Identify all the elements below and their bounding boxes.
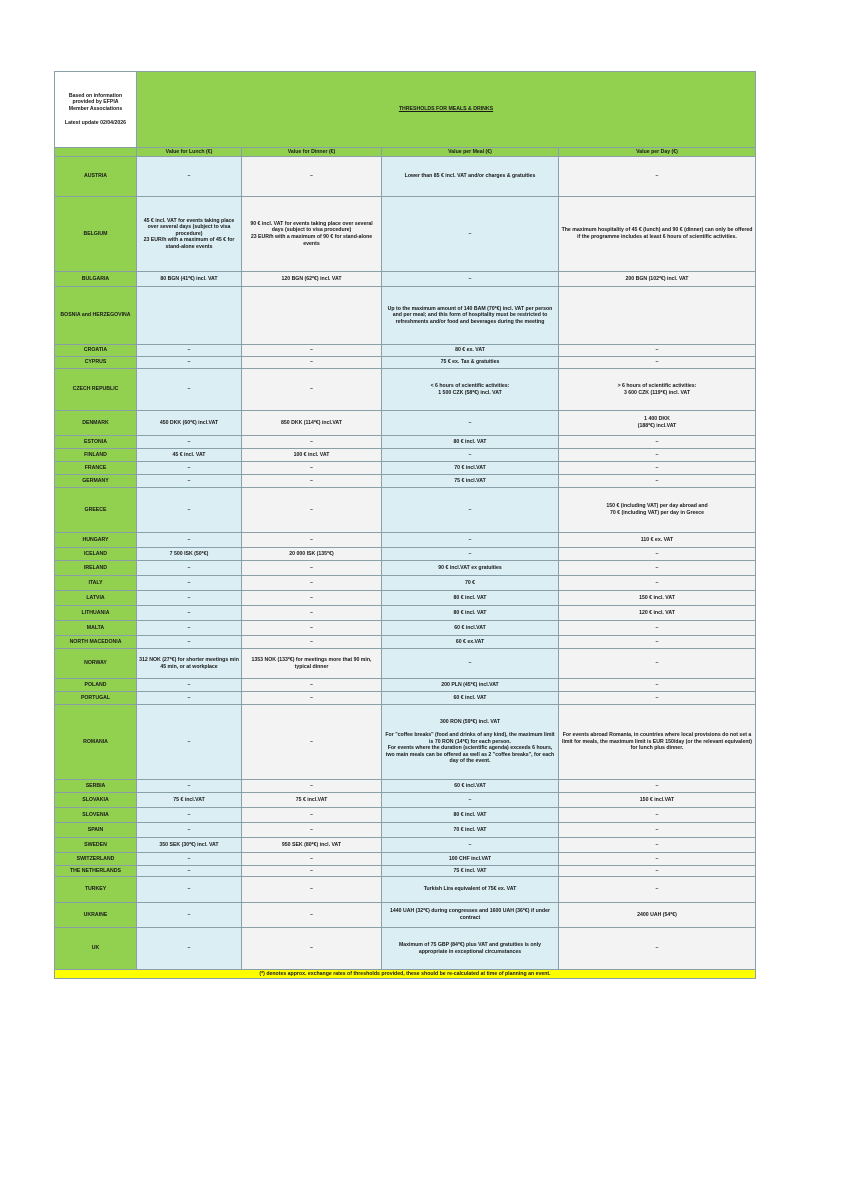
day-cell: – (559, 780, 756, 793)
dinner-cell: – (242, 903, 382, 928)
day-cell: The maximum hospitality of 45 € (lunch) and 90 € (dinner) can only be offered if the programme includes at least 6 hours of scientific activities. (559, 197, 756, 272)
table-row (55, 649, 756, 679)
meal-cell: 60 € incl.VAT (382, 621, 559, 636)
meal-cell: – (382, 548, 559, 561)
country-cell: LITHUANIA (55, 606, 137, 621)
table-row (55, 903, 756, 928)
day-cell: – (559, 449, 756, 462)
day-cell: 200 BGN (102*€) incl. VAT (559, 272, 756, 287)
day-cell: – (559, 649, 756, 679)
dinner-cell: – (242, 866, 382, 877)
table-row (55, 561, 756, 576)
column-header-dinner: Value for Dinner (€) (242, 148, 382, 157)
country-cell: CYPRUS (55, 357, 137, 369)
dinner-cell: – (242, 679, 382, 692)
country-cell: SLOVENIA (55, 808, 137, 823)
table-row (55, 576, 756, 591)
lunch-cell: – (137, 462, 242, 475)
lunch-cell: – (137, 705, 242, 780)
country-cell: POLAND (55, 679, 137, 692)
dinner-cell: – (242, 462, 382, 475)
day-cell: – (559, 928, 756, 970)
meal-cell: Up to the maximum amount of 140 BAM (70*€) incl. VAT per person and per meal; and this form of hospitality must be restricted to refreshments and/or food and beverages during the meeting (382, 287, 559, 345)
lunch-cell: 350 SEK (30*€) incl. VAT (137, 838, 242, 853)
meal-cell: – (382, 533, 559, 548)
country-cell: GREECE (55, 488, 137, 533)
country-cell: GERMANY (55, 475, 137, 488)
dinner-cell: – (242, 621, 382, 636)
meal-cell: 300 RON (59*€) incl. VAT For "coffee breaks" (food and drinks of any kind), the maximum limit is 70 RON (14*€) for each person. For events where the duration (scientific agenda) exceeds 6 hours, two main meals can be offered as well as 2 "coffee breaks", for each day of the event. (382, 705, 559, 780)
country-cell: AUSTRIA (55, 157, 137, 197)
day-cell: > 6 hours of scientific activities: 3 600 CZK (119*€) incl. VAT (559, 369, 756, 411)
dinner-cell (242, 287, 382, 345)
lunch-cell: 7 500 ISK (50*€) (137, 548, 242, 561)
dinner-cell: – (242, 369, 382, 411)
dinner-cell: – (242, 475, 382, 488)
meal-cell: 90 € incl.VAT ex gratuities (382, 561, 559, 576)
country-cell: ITALY (55, 576, 137, 591)
country-cell: FINLAND (55, 449, 137, 462)
lunch-cell: – (137, 345, 242, 357)
day-cell: – (559, 345, 756, 357)
country-cell: BOSNIA and HERZEGOVINA (55, 287, 137, 345)
meal-cell: 80 € incl. VAT (382, 808, 559, 823)
dinner-cell: – (242, 436, 382, 449)
lunch-cell: 45 € incl. VAT for events taking place over several days (subject to visa procedure) 23 EUR/h with a maximum of 45 € for stand-alone events (137, 197, 242, 272)
day-cell: – (559, 853, 756, 866)
meal-cell: Turkish Lira equivalent of 75€ ex. VAT (382, 877, 559, 903)
thresholds-table (54, 71, 756, 979)
day-cell: – (559, 561, 756, 576)
day-cell: 150 € incl.VAT (559, 793, 756, 808)
country-cell: ICELAND (55, 548, 137, 561)
dinner-cell: 90 € incl. VAT for events taking place over several days (subject to visa procedure) 23 EUR/h with a maximum of 90 € for stand-alone events (242, 197, 382, 272)
dinner-cell: – (242, 576, 382, 591)
table-row (55, 533, 756, 548)
meal-cell: – (382, 838, 559, 853)
table-row (55, 679, 756, 692)
meal-cell: 75 € ex. Tax & gratuities (382, 357, 559, 369)
day-cell: – (559, 576, 756, 591)
day-cell: – (559, 436, 756, 449)
table-row (55, 357, 756, 369)
meal-cell: 80 € incl. VAT (382, 606, 559, 621)
day-cell (559, 287, 756, 345)
country-cell: CROATIA (55, 345, 137, 357)
country-cell: UKRAINE (55, 903, 137, 928)
dinner-cell: – (242, 591, 382, 606)
table-row (55, 548, 756, 561)
country-cell: FRANCE (55, 462, 137, 475)
table-row (55, 369, 756, 411)
meal-cell: – (382, 793, 559, 808)
table-row (55, 462, 756, 475)
lunch-cell: – (137, 591, 242, 606)
lunch-cell: – (137, 369, 242, 411)
meal-cell: 100 CHF incl.VAT (382, 853, 559, 866)
lunch-cell: – (137, 636, 242, 649)
dinner-cell: – (242, 808, 382, 823)
day-cell: 150 € (including VAT) per day abroad and 70 € (including VAT) per day in Greece (559, 488, 756, 533)
meal-cell: – (382, 449, 559, 462)
lunch-cell: – (137, 436, 242, 449)
dinner-cell: 1353 NOK (133*€) for meetings more that 90 min, typical dinner (242, 649, 382, 679)
country-cell: SLOVAKIA (55, 793, 137, 808)
table-row (55, 692, 756, 705)
meal-cell: 70 € incl.VAT (382, 462, 559, 475)
lunch-cell: – (137, 853, 242, 866)
country-cell: DENMARK (55, 411, 137, 436)
lunch-cell: – (137, 357, 242, 369)
country-cell: BELGIUM (55, 197, 137, 272)
lunch-cell: – (137, 692, 242, 705)
table-row (55, 411, 756, 436)
lunch-cell: 450 DKK (60*€) incl.VAT (137, 411, 242, 436)
dinner-cell: 100 € incl. VAT (242, 449, 382, 462)
country-cell: SPAIN (55, 823, 137, 838)
lunch-cell: – (137, 823, 242, 838)
meal-cell: 70 € incl. VAT (382, 823, 559, 838)
meal-cell: Maximum of 75 GBP (84*€) plus VAT and gratuities is only appropriate in exceptional circumstances (382, 928, 559, 970)
country-cell: IRELAND (55, 561, 137, 576)
day-cell: – (559, 877, 756, 903)
table-row (55, 272, 756, 287)
meal-cell: 200 PLN (45*€) incl.VAT (382, 679, 559, 692)
day-cell: – (559, 823, 756, 838)
day-cell: – (559, 692, 756, 705)
meal-cell: 60 € incl.VAT (382, 780, 559, 793)
day-cell: – (559, 838, 756, 853)
country-cell: SWEDEN (55, 838, 137, 853)
dinner-cell: 120 BGN (62*€) incl. VAT (242, 272, 382, 287)
day-cell: – (559, 157, 756, 197)
dinner-cell: – (242, 692, 382, 705)
dinner-cell: – (242, 780, 382, 793)
day-cell: – (559, 621, 756, 636)
source-note-line: Based on information (68, 92, 123, 99)
table-row (55, 287, 756, 345)
country-cell: CZECH REPUBLIC (55, 369, 137, 411)
page-title: THRESHOLDS FOR MEALS & DRINKS (137, 72, 756, 148)
table-row (55, 475, 756, 488)
lunch-cell: – (137, 606, 242, 621)
lunch-cell: 312 NOK (27*€) for shorter meetings min 45 min, or at workplace (137, 649, 242, 679)
source-note-line: provided by EFPIA (72, 99, 119, 106)
day-cell: 1 400 DKK (188*€) incl.VAT (559, 411, 756, 436)
table-row (55, 606, 756, 621)
table-row (55, 436, 756, 449)
exchange-rate-note: (*) denotes approx. exchange rates of thresholds provided, these should be re-calculated at time of planning an event. (55, 970, 756, 979)
day-cell: – (559, 548, 756, 561)
lunch-cell: – (137, 621, 242, 636)
dinner-cell: – (242, 606, 382, 621)
country-cell: SERBIA (55, 780, 137, 793)
dinner-cell: 20 000 ISK (135*€) (242, 548, 382, 561)
dinner-cell: – (242, 357, 382, 369)
day-cell: For events abroad Romania, in countries where local provisions do not set a limit for meals, the maximum limit is EUR 150/day (or the relevant equivalent) for lunch plus dinner. (559, 705, 756, 780)
day-cell: – (559, 462, 756, 475)
meal-cell: 60 € incl. VAT (382, 692, 559, 705)
dinner-cell: – (242, 636, 382, 649)
meal-cell: 80 € incl. VAT (382, 436, 559, 449)
meal-cell: 60 € ex.VAT (382, 636, 559, 649)
day-cell: 120 € incl. VAT (559, 606, 756, 621)
day-cell: 2400 UAH (54*€) (559, 903, 756, 928)
table-row (55, 449, 756, 462)
lunch-cell: – (137, 157, 242, 197)
dinner-cell: – (242, 928, 382, 970)
dinner-cell: – (242, 705, 382, 780)
dinner-cell: – (242, 533, 382, 548)
table-row (55, 345, 756, 357)
latest-update: Latest update 02/04/2026 (64, 119, 127, 126)
lunch-cell: – (137, 533, 242, 548)
day-cell: 110 € ex. VAT (559, 533, 756, 548)
lunch-cell: 45 € incl. VAT (137, 449, 242, 462)
lunch-cell: – (137, 475, 242, 488)
column-header-row (55, 148, 756, 157)
meal-cell: 1440 UAH (32*€) during congresses and 1600 UAH (36*€) if under contract (382, 903, 559, 928)
lunch-cell: – (137, 561, 242, 576)
column-header-meal: Value per Meal (€) (382, 148, 559, 157)
table-row (55, 621, 756, 636)
day-cell: – (559, 679, 756, 692)
dinner-cell: – (242, 823, 382, 838)
table-row (55, 877, 756, 903)
dinner-cell: 950 SEK (80*€) incl. VAT (242, 838, 382, 853)
meal-cell: Lower than 85 € incl. VAT and/or charges & gratuities (382, 157, 559, 197)
lunch-cell: – (137, 808, 242, 823)
country-cell: NORWAY (55, 649, 137, 679)
lunch-cell: 80 BGN (41*€) incl. VAT (137, 272, 242, 287)
table-row (55, 488, 756, 533)
meal-cell: 80 € incl. VAT (382, 591, 559, 606)
title-row (55, 72, 756, 148)
table-row (55, 793, 756, 808)
day-cell: – (559, 636, 756, 649)
day-cell: – (559, 357, 756, 369)
country-cell: HUNGARY (55, 533, 137, 548)
day-cell: – (559, 808, 756, 823)
meal-cell: < 6 hours of scientific activities: 1 500 CZK (58*€) incl. VAT (382, 369, 559, 411)
table-row (55, 838, 756, 853)
dinner-cell: – (242, 877, 382, 903)
day-cell: 150 € incl. VAT (559, 591, 756, 606)
dinner-cell: – (242, 853, 382, 866)
dinner-cell: – (242, 345, 382, 357)
lunch-cell: – (137, 866, 242, 877)
lunch-cell: – (137, 877, 242, 903)
dinner-cell: 75 € incl.VAT (242, 793, 382, 808)
lunch-cell (137, 287, 242, 345)
table-row (55, 928, 756, 970)
lunch-cell: 75 € incl.VAT (137, 793, 242, 808)
lunch-cell: – (137, 780, 242, 793)
meal-cell: – (382, 411, 559, 436)
table-row (55, 157, 756, 197)
table-row (55, 636, 756, 649)
meal-cell: – (382, 488, 559, 533)
dinner-cell: – (242, 561, 382, 576)
table-row (55, 808, 756, 823)
column-header-day: Value per Day (€) (559, 148, 756, 157)
meal-cell: 75 € incl. VAT (382, 866, 559, 877)
country-cell: PORTUGAL (55, 692, 137, 705)
day-cell: – (559, 866, 756, 877)
country-cell: UK (55, 928, 137, 970)
country-cell: ESTONIA (55, 436, 137, 449)
dinner-cell: – (242, 488, 382, 533)
table-row (55, 823, 756, 838)
lunch-cell: – (137, 903, 242, 928)
country-cell: ROMANIA (55, 705, 137, 780)
table-row (55, 705, 756, 780)
table-row (55, 853, 756, 866)
column-header (55, 148, 137, 157)
meal-cell: 75 € incl.VAT (382, 475, 559, 488)
country-cell: BULGARIA (55, 272, 137, 287)
lunch-cell: – (137, 679, 242, 692)
table-row (55, 780, 756, 793)
meal-cell: 80 € ex. VAT (382, 345, 559, 357)
source-note-line: Member Associations (68, 106, 123, 112)
footer-row (55, 970, 756, 979)
meal-cell: 70 € (382, 576, 559, 591)
country-cell: SWITZERLAND (55, 853, 137, 866)
table-row (55, 197, 756, 272)
dinner-cell: 850 DKK (114*€) incl.VAT (242, 411, 382, 436)
country-cell: LATVIA (55, 591, 137, 606)
table-row (55, 866, 756, 877)
country-cell: THE NETHERLANDS (55, 866, 137, 877)
source-note (55, 72, 137, 148)
lunch-cell: – (137, 576, 242, 591)
column-header-lunch: Value for Lunch (€) (137, 148, 242, 157)
day-cell: – (559, 475, 756, 488)
country-cell: TURKEY (55, 877, 137, 903)
lunch-cell: – (137, 488, 242, 533)
meal-cell: – (382, 272, 559, 287)
table-row (55, 591, 756, 606)
meal-cell: – (382, 649, 559, 679)
lunch-cell: – (137, 928, 242, 970)
dinner-cell: – (242, 157, 382, 197)
meal-cell: – (382, 197, 559, 272)
country-cell: NORTH MACEDONIA (55, 636, 137, 649)
country-cell: MALTA (55, 621, 137, 636)
